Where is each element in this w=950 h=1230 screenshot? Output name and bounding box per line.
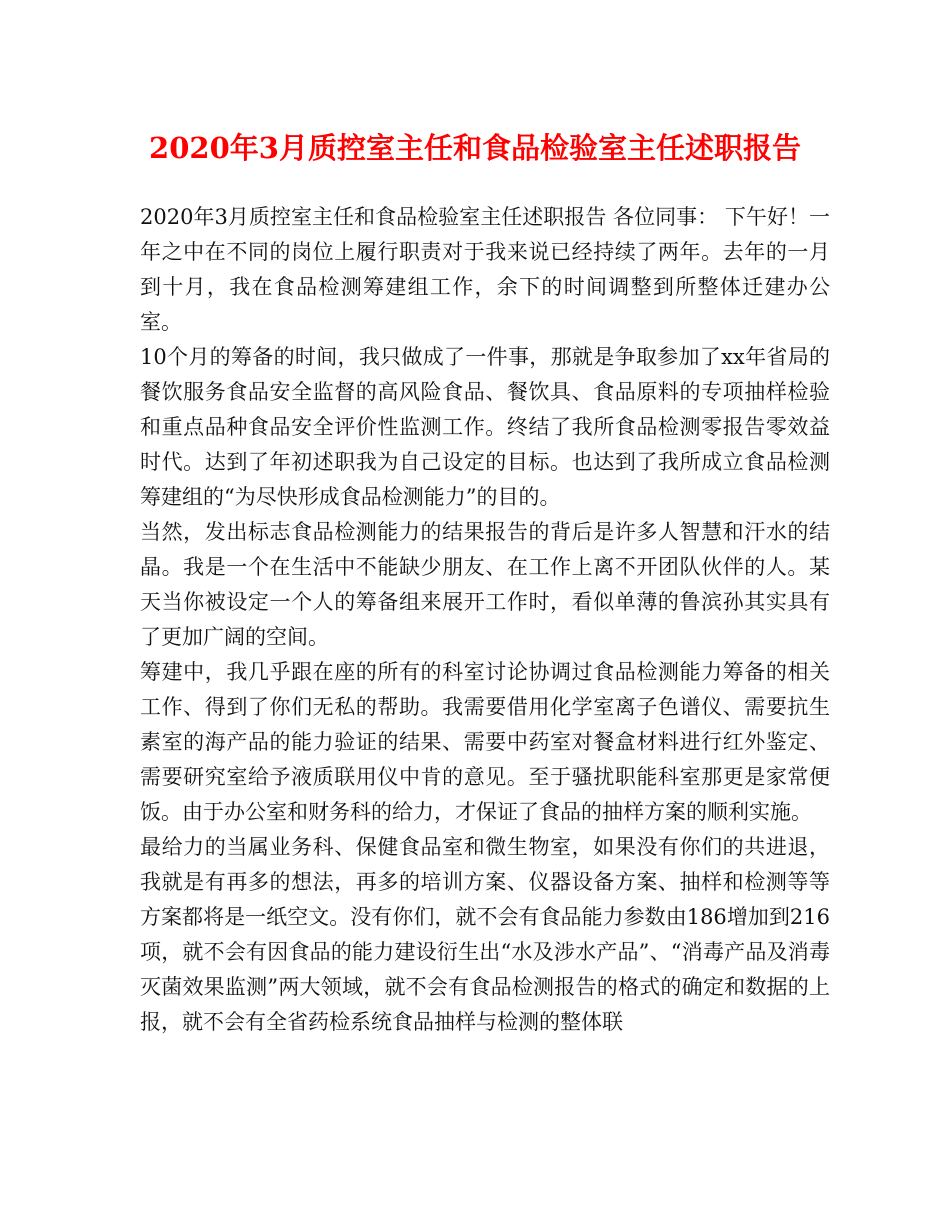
document-body	[140, 200, 830, 1040]
paragraph-4: 筹建中，我几乎跟在座的所有的科室讨论协调过食品检测能力筹备的相关工作、得到了你们无私的帮助。我需要借用化学室离子色谱仪、需要抗生素室的海产品的能力验证的结果、需要中药室对餐盒材料进行红外鉴定、需要研究室给予液质联用仪中肯的意见。至于骚扰职能科室那更是家常便饭。由于办公室和财务科的给力，才保证了食品的抽样方案的顺利实施。	[140, 660, 830, 824]
paragraph-5: 最给力的当属业务科、保健食品室和微生物室，如果没有你们的共进退，我就是有再多的想法，再多的培训方案、仪器设备方案、抽样和检测等等方案都将是一纸空文。没有你们，就不会有食品能力参数由186增加到216项，就不会有因食品的能力建设衍生出“水及涉水产品”、“消毒产品及消毒灭菌效果监测”两大领域，就不会有食品检测报告的格式的确定和数据的上报，就不会有全省药检系统食品抽样与检测的整体联	[140, 835, 830, 1034]
paragraph-3: 当然，发出标志食品检测能力的结果报告的背后是许多人智慧和汗水的结晶。我是一个在生活中不能缺少朋友、在工作上离不开团队伙伴的人。某天当你被设定一个人的筹备组来展开工作时，看似单薄的鲁滨孙其实具有了更加广阔的空间。	[140, 520, 830, 649]
paragraph-1: 2020年3月质控室主任和食品检验室主任述职报告 各位同事： 下午好！一年之中在不同的岗位上履行职责对于我来说已经持续了两年。去年的一月到十月，我在食品检测筹建组工作，余下的时间调整到所整体迁建办公室。	[140, 205, 830, 334]
paragraph-2: 10个月的筹备的时间，我只做成了一件事，那就是争取参加了xx年省局的餐饮服务食品安全监督的高风险食品、餐饮具、食品原料的专项抽样检验和重点品种食品安全评价性监测工作。终结了我所食品检测零报告零效益时代。达到了年初述职我为自己设定的目标。也达到了我所成立食品检测筹建组的“为尽快形成食品检测能力”的目的。	[140, 345, 830, 509]
document-title: 2020年3月质控室主任和食品检验室主任述职报告	[149, 131, 801, 165]
